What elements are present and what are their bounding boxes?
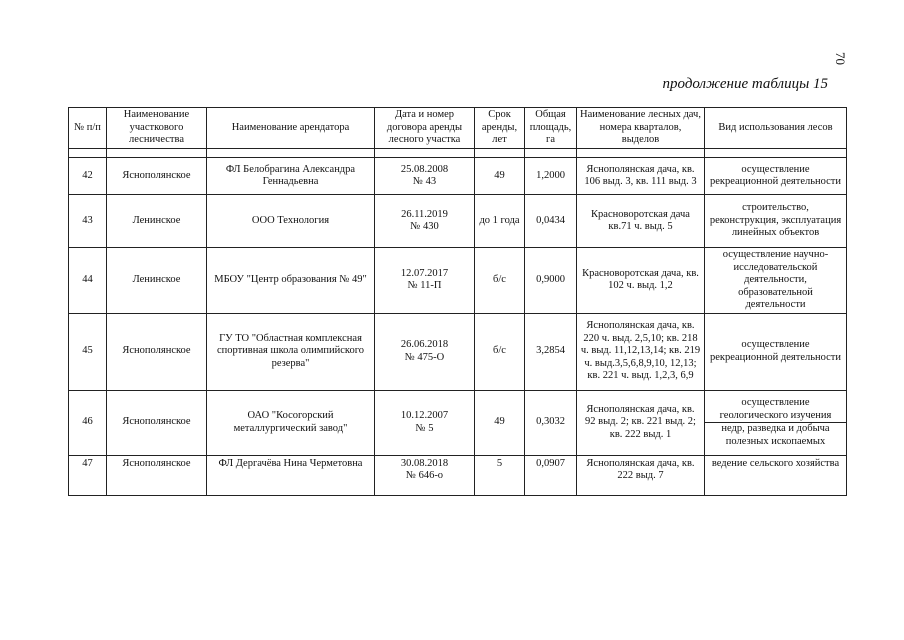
row-tenant: ФЛ Дергачёва Нина Черметовна <box>207 455 375 495</box>
row-location: Красноворотская дача, кв. 102 ч. выд. 1,2 <box>577 248 705 314</box>
table-header-row <box>69 108 847 149</box>
row-term: б/с <box>475 248 525 314</box>
row-contract: 10.12.2007 № 5 <box>375 390 475 455</box>
row-number: 43 <box>69 195 107 248</box>
row-tenant: МБОУ "Центр образования № 49" <box>207 248 375 314</box>
row-contract: 26.06.2018 № 475-О <box>375 313 475 390</box>
usage-line: осуществление научно-исследовательской деятельности, образовательной деятельности <box>722 249 829 310</box>
row-tenant: ГУ ТО "Областная комплексная спортивная школа олимпийского резерва" <box>207 313 375 390</box>
row-area: 3,2854 <box>525 313 577 390</box>
row-term: 5 <box>475 455 525 495</box>
row-term: до 1 года <box>475 195 525 248</box>
row-usage <box>705 158 847 195</box>
header-tenant: Наименование арендатора <box>207 108 375 149</box>
row-term: 49 <box>475 390 525 455</box>
table-continuation-caption: продолжение таблицы 15 <box>662 76 828 92</box>
row-location: Красноворотская дача кв.71 ч. выд. 5 <box>577 195 705 248</box>
row-location: Яснополянская дача, кв. 222 выд. 7 <box>577 455 705 495</box>
header-usage: Вид использования лесов <box>705 108 847 149</box>
usage-line: строительство, реконструкция, эксплуатация линейных объектов <box>709 202 842 239</box>
table-row <box>69 313 847 390</box>
header-contract: Дата и номер договора аренды лесного участка <box>375 108 475 149</box>
table-spacer-row <box>69 149 847 158</box>
row-term: 49 <box>475 158 525 195</box>
usage-line: осуществление рекреационной деятельности <box>709 339 842 363</box>
row-number: 42 <box>69 158 107 195</box>
header-area: Общая площадь, га <box>525 108 577 149</box>
row-contract: 26.11.2019 № 430 <box>375 195 475 248</box>
row-tenant: ФЛ Белобрагина Александра Геннадьевна <box>207 158 375 195</box>
row-area: 0,0907 <box>525 455 577 495</box>
row-contract: 30.08.2018 № 646-о <box>375 455 475 495</box>
row-usage <box>705 390 847 455</box>
header-number: № п/п <box>69 108 107 149</box>
row-usage <box>705 455 847 495</box>
usage-line: ведение сельского хозяйства <box>711 457 840 469</box>
row-number: 45 <box>69 313 107 390</box>
row-forestry: Ленинское <box>107 248 207 314</box>
row-usage <box>705 248 847 314</box>
table-row <box>69 248 847 314</box>
usage-line: осуществление геологического изучения <box>705 397 846 423</box>
usage-line: осуществление рекреационной деятельности <box>709 163 842 187</box>
row-location: Яснополянская дача, кв. 92 выд. 2; кв. 221 выд. 2; кв. 222 выд. 1 <box>577 390 705 455</box>
usage-line: недр, разведка и добыча полезных ископаемых <box>721 423 830 447</box>
row-contract: 25.08.2008 № 43 <box>375 158 475 195</box>
row-forestry: Яснополянское <box>107 313 207 390</box>
table-row <box>69 158 847 195</box>
table-row <box>69 195 847 248</box>
row-forestry: Ленинское <box>107 195 207 248</box>
forest-lease-table <box>68 107 847 496</box>
row-number: 44 <box>69 248 107 314</box>
row-contract: 12.07.2017 № 11-П <box>375 248 475 314</box>
row-location: Яснополянская дача, кв. 106 выд. 3, кв. 111 выд. 3 <box>577 158 705 195</box>
row-forestry: Яснополянское <box>107 158 207 195</box>
row-number: 46 <box>69 390 107 455</box>
header-term: Срок аренды, лет <box>475 108 525 149</box>
header-location: Наименование лесных дач, номера кварталов, выделов <box>577 108 705 149</box>
row-term: б/с <box>475 313 525 390</box>
row-area: 0,3032 <box>525 390 577 455</box>
row-usage <box>705 195 847 248</box>
row-tenant: ООО Технология <box>207 195 375 248</box>
row-area: 0,9000 <box>525 248 577 314</box>
table-row <box>69 455 847 495</box>
row-tenant: ОАО "Косогорский металлургический завод" <box>207 390 375 455</box>
row-area: 1,2000 <box>525 158 577 195</box>
row-number: 47 <box>69 455 107 495</box>
row-area: 0,0434 <box>525 195 577 248</box>
page-number: 70 <box>833 52 848 65</box>
header-forestry: Наименование участкового лесничества <box>107 108 207 149</box>
row-usage <box>705 313 847 390</box>
row-forestry: Яснополянское <box>107 390 207 455</box>
row-forestry: Яснополянское <box>107 455 207 495</box>
row-location: Яснополянская дача, кв. 220 ч. выд. 2,5,10; кв. 218 ч. выд. 11,12,13,14; кв. 219 ч. выд.3,5,6,8,9,10, 12,13; кв. 221 ч. выд. 1,2,3, 6,9 <box>577 313 705 390</box>
table-row <box>69 390 847 455</box>
